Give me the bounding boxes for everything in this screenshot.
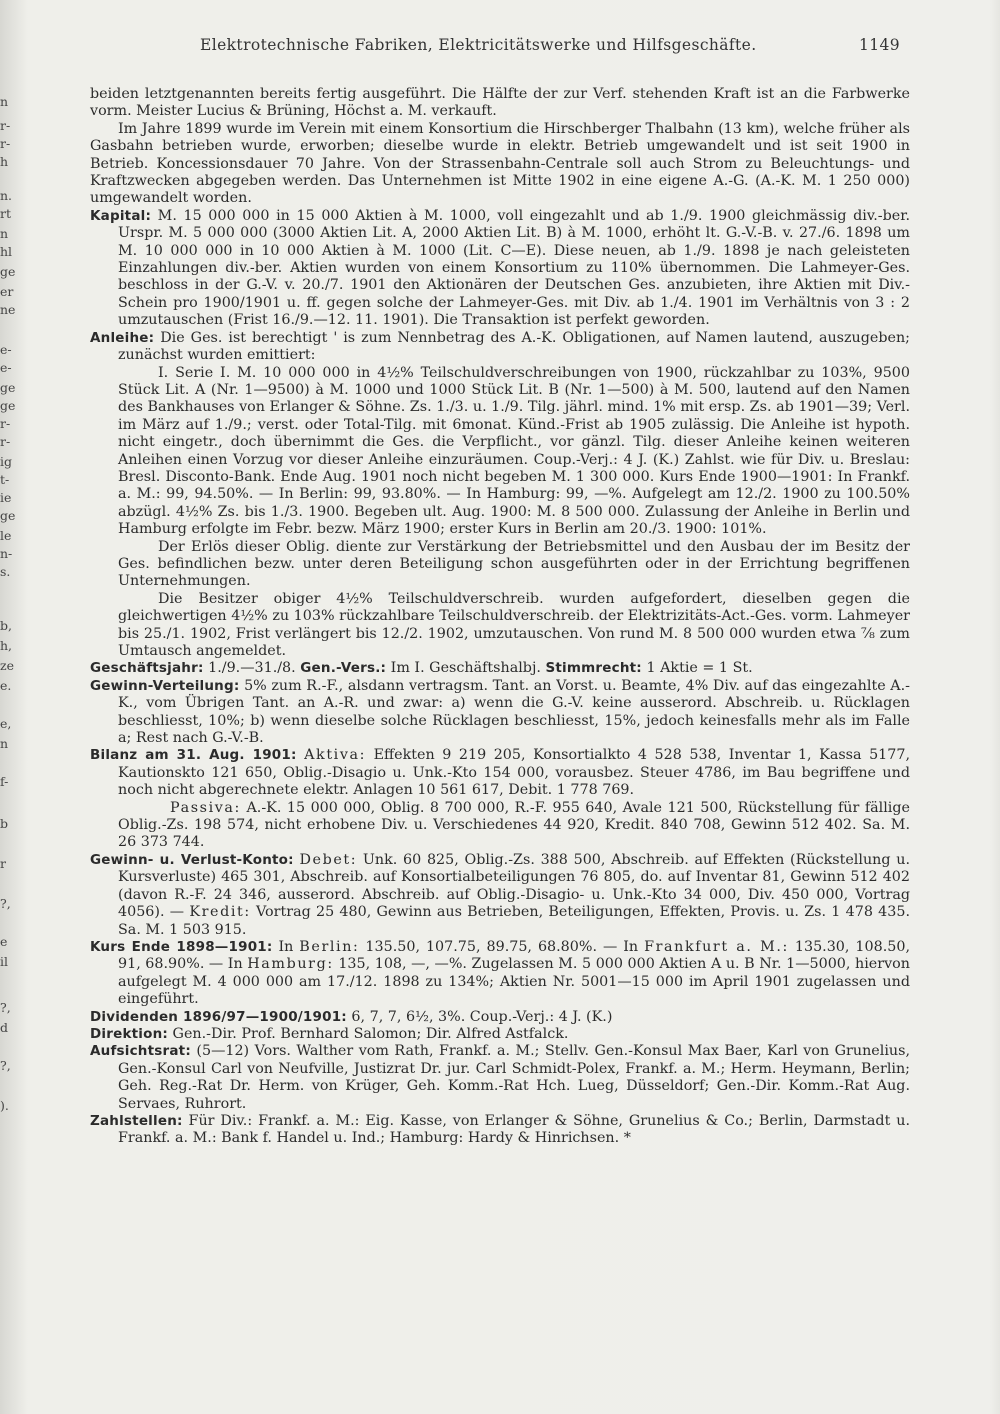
margin-fragment: e- — [0, 342, 12, 357]
label-kapital: Kapital: — [90, 207, 152, 224]
label-gewinn-verteilung: Gewinn-Verteilung: — [90, 677, 240, 694]
label-debet: Debet: — [299, 851, 358, 868]
entry-gewinn-verteilung — [90, 678, 910, 748]
entry-zahlstellen — [90, 1113, 910, 1148]
label-frankfurt: Frankfurt a. M.: — [644, 938, 789, 955]
margin-fragment: n- — [0, 546, 13, 561]
label-kredit: Kredit: — [189, 904, 251, 921]
label-berlin: Berlin: — [299, 938, 360, 955]
margin-fragment: d — [0, 1020, 9, 1035]
paragraph-erloes: Der Erlös dieser Oblig. diente zur Verstärkung der Betriebsmittel und den Ausbau der im Besitz der Ges. befindlichen bezw. unter deren Beteiligung schon ausgeführten oder in der Errichtung begriffenen Unternehmungen. — [118, 538, 910, 590]
text-anleihe: Die Ges. ist berechtigt ' is zum Nennbetrag des A.-K. Obligationen, auf Namen lautend, auszugeben; zunächst wurden emittiert: — [118, 329, 910, 364]
entry-kurs — [90, 939, 910, 1009]
entry-kapital — [90, 208, 910, 330]
paragraph-intro: beiden letztgenannten bereits fertig ausgeführt. Die Hälfte der zur Verf. stehenden Kraft ist an die Farbwerke vorm. Meister Lucius & Brüning, Höchst a. M. verkauft. — [90, 86, 910, 120]
margin-fragment: ge — [0, 508, 16, 523]
text-zahlstellen: Für Div.: Frankf. a. M.: Eig. Kasse, von Erlanger & Söhne, Grunelius & Co.; Berlin, Darmstadt u. Frankf. a. M.: Bank f. Handel u. Ind.; Hamburg: Hardy & Hinrichsen. * — [118, 1112, 910, 1147]
margin-fragment: r- — [0, 118, 11, 133]
label-geschaeftsjahr: Geschäftsjahr: — [90, 660, 204, 677]
margin-fragment: r- — [0, 136, 11, 151]
text-stimmrecht: 1 Aktie = 1 St. — [641, 660, 753, 677]
margin-fragment: ig — [0, 454, 12, 469]
label-anleihe: Anleihe: — [90, 329, 155, 346]
margin-fragment: ge — [0, 380, 16, 395]
paragraph-passiva — [90, 800, 910, 852]
label-zahlstellen: Zahlstellen: — [90, 1112, 183, 1129]
margin-fragment: t- — [0, 472, 10, 487]
text-kurs-1: In — [272, 938, 300, 955]
label-direktion: Direktion: — [90, 1025, 168, 1042]
label-hamburg: Hamburg: — [247, 956, 334, 973]
margin-fragment: hl — [0, 244, 13, 259]
margin-fragment: r — [0, 856, 6, 871]
margin-fragment: il — [0, 954, 8, 969]
running-title: Elektrotechnische Fabriken, Elektricitätswerke und Hilfsgeschäfte. — [200, 36, 757, 54]
paragraph-serie: I. Serie I. M. 10 000 000 in 4½% Teilschuldverschreibungen von 1900, rückzahlbar zu 103%, 9500 Stück Lit. A (Nr. 1—9500) à M. 1000 und 1000 Stück Lit. B (Nr. 1—500) à M. 500, lautend auf den Namen des Bankhauses von Erlanger & Söhne. Zs. 1./3. u. 1./9. Tilg. jährl. mind. 1% mit ersp. Zs. ab 1901—39; Verl. im März auf 1./9.; verst. oder Total-Tilg. mit 6monat. Künd.-Frist ab 1905 zulässig. Die Anleihe ist hypoth. nicht eingetr., doch übernimmt die Ges. die Verpflicht., vor gänzl. Tilg. dieser Anleihe keinen weiteren Anleihen einen Vorzug vor dieser Anleihe einzuräumen. Coup.-Verj.: 4 J. (K.) Zahlst. wie für Div. u. Breslau: Bresl. Disconto-Bank. Ende Aug. 1901 noch nicht begeben M. 1 300 000. Kurs Ende 1900—1901: In Frankf. a. M.: 99, 94.50%. — In Berlin: 99, 93.80%. — In Hamburg: 99, —%. Aufgelegt am 12./2. 1900 zu 100.50% abzügl. 4½% Zs. bis 1./3. 1900. Begeben ult. Aug. 1900: M. 8 500 000. Zulassung der Anleihe in Berlin und Hamburg erfolgte im Febr. bezw. März 1900; erster Kurs in Berlin am 20./3. 1900: 101%. — [118, 364, 910, 538]
label-gen-vers: Gen.-Vers.: — [300, 660, 387, 677]
text-kurs-3: 135.30, 108.50, 91, 68.90%. — In — [118, 938, 910, 973]
margin-fragment: ?, — [0, 896, 11, 911]
margin-fragment: e- — [0, 360, 12, 375]
margin-fragment: rt — [0, 206, 11, 221]
entry-gewinn-verlust — [90, 852, 910, 939]
margin-fragment: r- — [0, 434, 11, 449]
margin-fragment: n. — [0, 188, 13, 203]
entry-bilanz — [90, 747, 910, 799]
margin-fragment: e. — [0, 678, 12, 693]
running-header — [200, 36, 900, 60]
margin-fragment: f- — [0, 774, 9, 789]
text-kurs-2: 135.50, 107.75, 89.75, 68.80%. — In — [359, 938, 645, 955]
label-passiva: Passiva: — [170, 799, 241, 816]
margin-fragment: ge — [0, 398, 16, 413]
text-debet: Unk. 60 825, Oblig.-Zs. 388 500, Abschreib. auf Effekten (Rückstellung u. Kursverluste) 465 301, Abschreib. auf Konsortialbeteiligungen 76 805, do. auf Inventar 81, Gewinn 512 402 (davon R.-F. 24 346, ausserord. Abschreib. auf Oblig.-Disagio- u. Unk.-Kto 34 000, Div. 450 000, Vortrag 4056). — — [118, 851, 910, 921]
page-body — [90, 86, 910, 1148]
margin-fragment: ). — [0, 1098, 9, 1113]
label-dividenden: Dividenden 1896/97—1900/1901: — [90, 1008, 347, 1025]
margin-fragment: ie — [0, 490, 12, 505]
label-kurs: Kurs Ende 1898—1901: — [90, 938, 273, 955]
paragraph-besitzer: Die Besitzer obiger 4½% Teilschuldverschreib. wurden aufgefordert, dieselben gegen die gleichwertigen 4½% zu 103% rückzahlbare Teilschuldverschreib. der Elektrizitäts-Act.-Ges. vorm. Lahmeyer bis 25./1. 1902, Frist verlängert bis 12./2. 1902, umzutauschen. Von rund M. 8 500 000 wurden etwa ⅞ zum Umtausch angemeldet. — [118, 590, 910, 659]
entry-direktion — [90, 1026, 910, 1043]
label-aktiva: Aktiva: — [304, 747, 367, 764]
margin-fragment: n — [0, 94, 9, 109]
margin-fragment: b — [0, 816, 9, 831]
margin-fragment: h, — [0, 638, 13, 653]
text-kurs-4: 135, 108, —, —%. Zugelassen M. 5 000 000 Aktien A u. B Nr. 1—5000, hiervon aufgelegt M. 4 000 000 am 17./12. 1898 zu 134%; Aktien Nr. 5001—15 000 im April 1901 zugelassen und eingeführt. — [118, 956, 910, 1008]
margin-fragment: ne — [0, 302, 16, 317]
text-geschaeftsjahr: 1./9.—31./8. — [203, 660, 301, 677]
text-kredit: Vortrag 25 480, Gewinn aus Betrieben, Beteiligungen, Effekten, Provis. u. Zs. 1 478 435. Sa. M. 1 503 915. — [118, 904, 910, 938]
page-number: 1149 — [858, 36, 900, 54]
margin-fragment: ?, — [0, 1058, 11, 1073]
text-gewinn-verteilung: 5% zum R.-F., alsdann vertragsm. Tant. an Vorst. u. Beamte, 4% Div. auf das eingezahlte A.-K., vom Übrigen Tant. an A.-R. und zwar: a) wenn die G.-V. keine ausserord. Abschreib. u. Rücklagen beschliesst, 10%; b) wenn dieselbe solche Rücklagen beschliesst, 15%, jedoch keinesfalls mehr als im Falle a; Rest nach G.-V.-B. — [118, 677, 910, 747]
text-passiva: A.-K. 15 000 000, Oblig. 8 700 000, R.-F. 955 640, Avale 121 500, Rückstellung für fällige Oblig.-Zs. 198 574, nicht erhobene Div. u. Verschiedenes 44 920, Kredit. 840 708, Gewinn 512 402. Sa. M. 26 373 744. — [118, 799, 910, 851]
label-aufsichtsrat: Aufsichtsrat: — [90, 1043, 191, 1060]
margin-fragment: er — [0, 284, 14, 299]
margin-fragment: r- — [0, 416, 11, 431]
margin-fragment: e, — [0, 716, 12, 731]
margin-fragment: ge — [0, 264, 16, 279]
margin-fragment: s. — [0, 564, 11, 579]
entry-dividenden — [90, 1009, 910, 1026]
margin-fragment: n — [0, 736, 9, 751]
entry-anleihe — [90, 330, 910, 365]
paragraph-history: Im Jahre 1899 wurde im Verein mit einem Konsortium die Hirschberger Thalbahn (13 km), welche früher als Gasbahn betrieben wurde, erworben; dieselbe wurde in elektr. Betrieb umgewandelt und ist seit 1900 in Betrieb. Koncessionsdauer 70 Jahre. Von der Strassenbahn-Centrale soll auch Strom zu Beleuchtungs- und Kraftzwecken abgegeben werden. Das Unternehmen ist Mitte 1902 in eine eigene A.-G. (A.-K. M. 1 250 000) umgewandelt worden. — [90, 120, 910, 207]
text-gen-vers: Im I. Geschäftshalbj. — [386, 660, 546, 677]
entry-geschaeftsjahr — [90, 660, 910, 677]
margin-fragment: ?, — [0, 1000, 11, 1015]
margin-fragment: ze — [0, 658, 14, 673]
margin-fragment: n — [0, 226, 9, 241]
margin-fragment: le — [0, 528, 12, 543]
margin-fragment: b, — [0, 618, 12, 633]
label-bilanz: Bilanz am 31. Aug. 1901: — [90, 747, 297, 764]
margin-fragment: h — [0, 154, 9, 169]
text-aktiva: Effekten 9 219 205, Konsortialkto 4 528 538, Inventar 1, Kassa 5177, Kautionskto 121 650, Oblig.-Disagio u. Unk.-Kto 154 000, vorausbez. Steuer 4786, im Bau begriffene und noch nicht abgerechnete elektr. Anlagen 10 561 617, Debit. 1 778 769. — [118, 747, 910, 799]
label-stimmrecht: Stimmrecht: — [545, 660, 642, 677]
text-dividenden: 6, 7, 7, 6½, 3%. Coup.-Verj.: 4 J. (K.) — [346, 1008, 613, 1025]
margin-fragment: e — [0, 934, 8, 949]
entry-aufsichtsrat — [90, 1043, 910, 1113]
text-aufsichtsrat: (5—12) Vors. Walther vom Rath, Frankf. a. M.; Stellv. Gen.-Konsul Max Baer, Karl von Grunelius, Gen.-Konsul Carl von Neufville, Justizrat Dr. jur. Carl Schmidt-Polex, Frankf. a. M.; Herm. Heymann, Berlin; Geh. Reg.-Rat Dr. Herm. von Krüger, Geh. Komm.-Rat Hch. Lueg, Düsseldorf; Gen.-Dir. Komm.-Rat Aug. Servaes, Ruhrort. — [118, 1043, 910, 1112]
label-gewinn-verlust: Gewinn- u. Verlust-Konto: — [90, 851, 294, 868]
text-direktion: Gen.-Dir. Prof. Bernhard Salomon; Dir. Alfred Astfalck. — [168, 1025, 569, 1042]
text-kapital: M. 15 000 000 in 15 000 Aktien à M. 1000, voll eingezahlt und ab 1./9. 1900 gleichmässig div.-ber. Urspr. M. 5 000 000 (3000 Aktien Lit. A, 2000 Aktien Lit. B) à M. 1000, erhöht lt. G.-V.-B. v. 27./6. 1898 um M. 10 000 000 in 10 000 Aktien à M. 1000 (Lit. C—E). Diese neuen, ab 1./9. 1898 je nach geleisteten Einzahlungen div.-ber. Aktien wurden von einem Konsortium zu 110% übernommen. Die Lahmeyer-Ges. beschloss in der G.-V. v. 20./7. 1901 den Aktionären der Deutschen Ges. anzubieten, ihre Aktien mit Div.-Schein pro 1900/1901 u. ff. gegen solche der Lahmeyer-Ges. mit Div. ab 1./4. 1901 im Verhältnis von 3 : 2 umzutauschen (Frist 16./9.—12. 11. 1901). Die Transaktion ist perfekt geworden. — [118, 207, 910, 329]
